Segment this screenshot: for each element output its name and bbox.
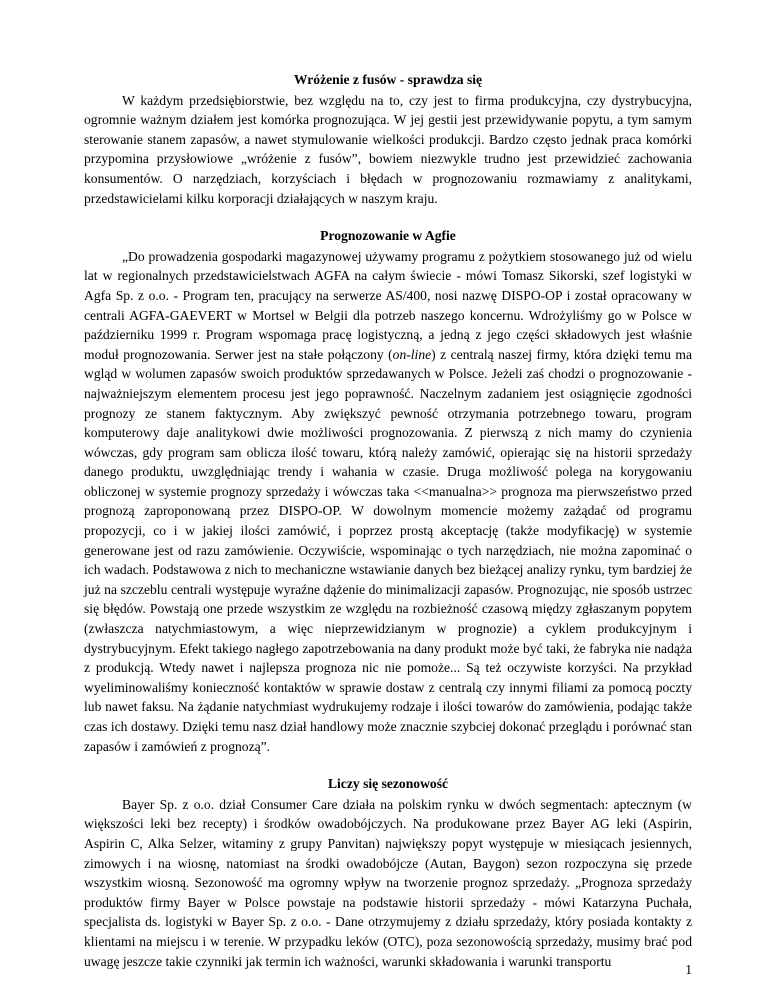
bayer-paragraph: Bayer Sp. z o.o. dział Consumer Care działa na polskim rynku w dwóch segmentach: aptecznym (w większości leki bez recepty) i środków owadobójczych. Na produkowane przez Bayer AG leki (Aspirin, Aspirin C, Alka Selzer, witaminy z grupy Panvitan) największy popyt występuje w miesiącach jesiennych, zimowych i na wiosnę, natomiast na środki owadobójcze (Autan, Baygon) sezon rozpoczyna się przede wszystkim wiosną. Sezonowość ma ogromny wpływ na tworzenie prognoz sprzedaży. „Prognoza sprzedaży produktów firmy Bayer w Polsce powstaje na podstawie historii sprzedaży - mówi Katarzyna Puchała, specjalista ds. logistyki w Bayer Sp. z o.o. - Dane otrzymujemy z działu sprzedaży, który posiada kontakty z klientami na miejscu i w terenie. W przypadku leków (OTC), poza sezonowością sprzedaży, musimy brać pod uwagę jeszcze takie czynniki jak termin ich ważności, warunki składowania i warunki transportu xyxy=(84,796,692,969)
section-heading-agfa: Prognozowanie w Agfie xyxy=(320,228,456,244)
agfa-text-part-1: „Do prowadzenia gospodarki magazynowej używamy programu z pożytkiem stosowanego już od wielu lat w regionalnych przedstawicielstwach AGFA na całym świecie - mówi Tomasz Sikorski, szef logistyki w Agfa Sp. z o.o. - Program ten, pracujący na serwerze AS/400, nosi nazwę DISPO-OP i został opracowany w centrali AGFA-GAEVERT w Mortsel w Belgii dla potrzeb naszego koncernu. Wdrożyliśmy go w Polsce w październiku 1999 r. Program wspomaga pracę logistyczną, a jedną z jego części składowych jest właśnie moduł prognozowania. Serwer jest na stałe połączony ( xyxy=(84,248,692,362)
page-number: 1 xyxy=(685,962,692,977)
intro-paragraph: W każdym przedsiębiorstwie, bez względu na to, czy jest to firma produkcyjna, czy dystrybucyjna, ogromnie ważnym działem jest komórka prognozująca. W jej gestii jest przewidywanie popytu, a tym samym sterowanie stanem zapasów, a nawet stymulowanie wielkości produkcji. Bardzo często jednak praca komórki przypomina przysłowiowe „wróżenie z fusów”, bowiem niezwykle trudno jest przewidzieć zachowania konsumentów. O narzędziach, korzyściach i błędach w prognozowaniu rozmawiamy z analitykami, przedstawicielami kilku korporacji działających w naszym kraju. xyxy=(84,92,692,206)
agfa-text-part-2: ) z centralą naszej firmy, która dzięki temu ma wgląd w wolumen zapasów swoich produktów sprzedawanych w Polsce. Jeżeli zaś chodzi o prognozowanie - najważniejszym elementem procesu jest jego poprawność. Naczelnym zadaniem jest osiągnięcie zgodności prognozy ze stanem faktycznym. Aby zwiększyć pewność otrzymania potrzebnego towaru, program komputerowy daje analitykowi dwie możliwości prognozowania. Z pierwszą z nich mamy do czynienia wówczas, gdy program sam oblicza ilość towaru, którą należy zamówić, opierając się na historii sprzedaży danego produktu, uwzględniając trendy i wahania w czasie. Druga możliwość polega na korygowaniu obliczonej w systemie prognozy sprzedaży i wówczas taka <<manualna>> prognoza ma pierwszeństwo przed prognozą zaproponowaną przez DISPO-OP. W dowolnym momencie możemy zażądać od programu propozycji, co i w jakiej ilości zamówić, i poprzez prostą akceptację (także modyfikację) w systemie generowane jest od razu zamówienie. Oczywiście, wspominając o tych narzędziach, nie można zapominać o ich wadach. Podstawowa z nich to mechaniczne wstawianie danych bez bieżącej analizy rynku, tym bardziej że już na szczeblu centrali występuje wyraźne dążenie do minimalizacji zapasów. Prognozując, nie sposób ustrzec się błędów. Powstają one przede wszystkim ze względu na rozbieżność czasową między zgłaszanym popytem (zwłaszcza natychmiastowym, a więc nieprzewidzianym w prognozie) a cyklem produkcyjnym i dystrybucyjnym. Efekt takiego nagłego zapotrzebowania na dany produkt może być taki, że fabryka nie nadąża z produkcją. Wtedy nawet i najlepsza prognoza nic nie pomoże... Są też oczywiste korzyści. Na przykład wyeliminowaliśmy konieczność kontaktów w sprawie dostaw z centralą czy innymi filiami za pomocą poczty lub nawet faksu. Na żądanie natychmiast wydrukujemy rodzaje i ilości towarów do zamówienia, podając także czas ich dostawy. Dzięki temu nasz dział handlowy może znacznie szybciej dokonać przeglądu i porównać stan zapasów i zamówień z prognozą”. xyxy=(84,346,693,754)
agfa-paragraph xyxy=(84,247,692,756)
document-title: Wróżenie z fusów - sprawdza się xyxy=(293,72,483,87)
section-heading-bayer: Liczy się sezonowość xyxy=(327,776,449,792)
agfa-italic-term: on-line xyxy=(392,346,432,362)
document-body xyxy=(84,70,692,989)
